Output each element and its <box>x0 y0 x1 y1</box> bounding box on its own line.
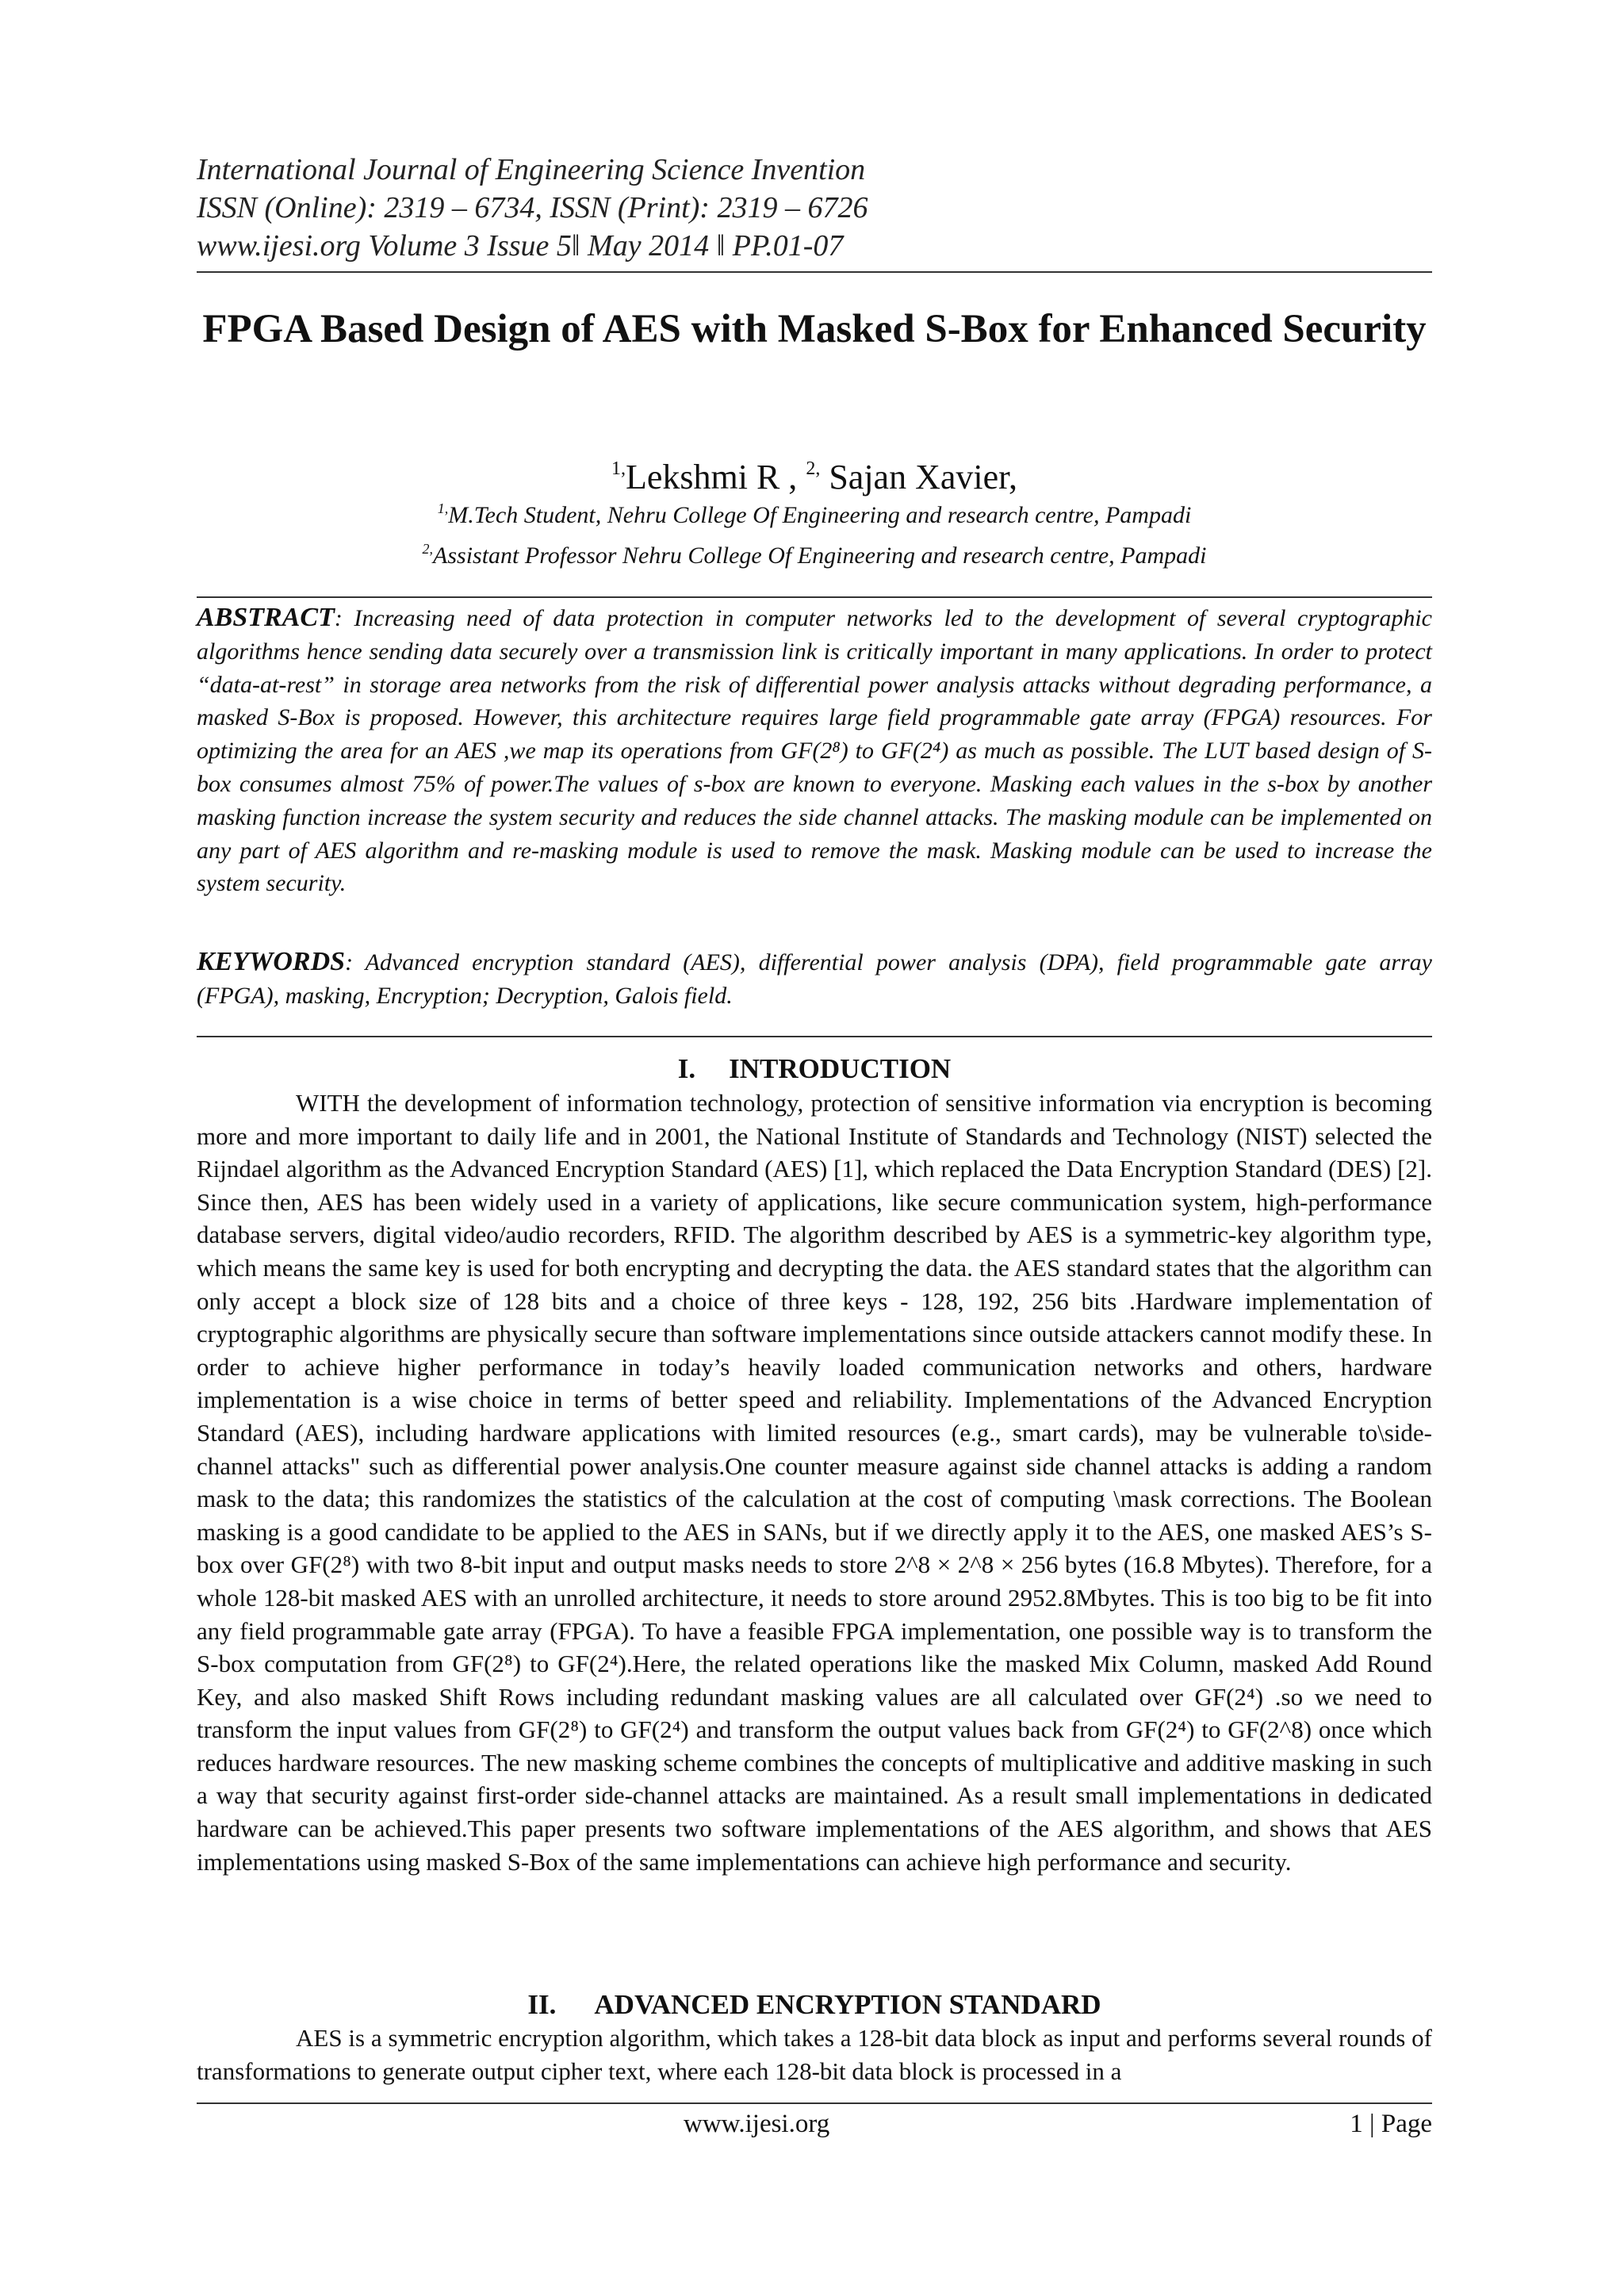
section-1-heading <box>197 1051 1432 1087</box>
affiliations <box>197 492 1432 573</box>
header-divider <box>197 271 1432 273</box>
journal-volume: www.ijesi.org Volume 3 Issue 5ǁ May 2014 ǁ PP.01-07 <box>197 229 844 263</box>
section-1-title: INTRODUCTION <box>729 1053 952 1084</box>
footer-divider <box>197 2102 1432 2104</box>
author-1-name: Lekshmi R , <box>625 458 798 496</box>
author-2-name: Sajan Xavier, <box>829 458 1018 496</box>
section-2-title: ADVANCED ENCRYPTION STANDARD <box>594 1989 1101 2020</box>
affiliation-2-text: Assistant Professor Nehru College Of Engineering and research centre, Pampadi <box>433 542 1207 569</box>
footer-url: www.ijesi.org <box>684 2110 830 2138</box>
introduction-paragraph: WITH the development of information technology, protection of sensitive information via encryption is becoming more and more important to daily life and in 2001, the National Institute of Standards and Technology (NIST) selected the Rijndael algorithm as the Advanced Encryption Standard (AES) [1], which replaced the Data Encryption Standard (DES) [2]. Since then, AES has been widely used in a variety of applications, like secure communication system, high-performance database servers, digital video/audio recorders, RFID. The algorithm described by AES is a symmetric-key algorithm type, which means the same key is used for both encrypting and decrypting the data. the AES standard states that the algorithm can only accept a block size of 128 bits and a choice of three keys - 128, 192, 256 bits .Hardware implementation of cryptographic algorithms are physically secure than software implementations since outside attackers cannot modify these. In order to achieve higher performance in today’s heavily loaded communication networks and others, hardware implementation is a wise choice in terms of better speed and reliability. Implementations of the Advanced Encryption Standard (AES), including hardware applications with limited resources (e.g., smart cards), may be vulnerable to\side-channel attacks" such as differential power analysis.One counter measure against side channel attacks is adding a random mask to the data; this randomizes the statistics of the calculation at the cost of computing \mask corrections. The Boolean masking is a good candidate to be applied to the AES in SANs, but if we directly apply it to the AES, one masked AES’s S-box over GF(2⁸) with two 8-bit input and output masks needs to store 2^8 × 2^8 × 256 bytes (16.8 Mbytes). Therefore, for a whole 128-bit masked AES with an unrolled architecture, it needs to store around 2952.8Mbytes. This is too big to be fit into any field programmable gate array (FPGA). To have a feasible FPGA implementation, one possible way is to transform the S-box computation from GF(2⁸) to GF(2⁴).Here, the related operations like the masked Mix Column, masked Add Round Key, and also masked Shift Rows including redundant masking values are all calculated over GF(2⁴) .so we need to transform the input values from GF(2⁸) to GF(2⁴) and transform the output values back from GF(2⁴) to GF(2^8) once which reduces hardware resources. The new masking scheme combines the concepts of multiplicative and additive masking in such a way that security against first-order side-channel attacks are maintained. As a result small implementations in dedicated hardware can be achieved.This paper presents two software implementations of the AES algorithm, and shows that AES implementations using masked S-Box of the same implementations can achieve high performance and security. <box>197 1089 1432 1876</box>
keywords-text: : Advanced encryption standard (AES), differential power analysis (DPA), field programmable gate array (FPGA), masking, Encryption; Decryption, Galois field. <box>197 949 1432 1009</box>
abstract-top-divider <box>197 596 1432 598</box>
affiliation-1-marker: 1, <box>437 500 449 516</box>
journal-header <box>197 151 1432 265</box>
journal-name: International Journal of Engineering Science Invention <box>197 153 866 186</box>
page-footer <box>197 2106 1432 2141</box>
affiliation-1 <box>197 492 1432 532</box>
page-number: 1 | Page <box>1350 2110 1432 2138</box>
journal-issn: ISSN (Online): 2319 – 6734, ISSN (Print): 2319 – 6726 <box>197 191 868 224</box>
keywords <box>197 945 1432 1013</box>
abstract-text: : Increasing need of data protection in computer networks led to the development of several cryptographic algorithms hence sending data securely over a transmission link is critically important in many applications. In order to protect “data-at-rest” in storage area networks from the risk of differential power analysis attacks without degrading performance, a masked S-Box is proposed. However, this architecture requires large field programmable gate array (FPGA) resources. For optimizing the area for an AES ,we map its operations from GF(2⁸) to GF(2⁴) as much as possible. The LUT based design of S-box consumes almost 75% of power.The values of s-box are known to everyone. Masking each values in the s-box by another masking function increase the system security and reduces the side channel attacks. The masking module can be implemented on any part of AES algorithm and re-masking module is used to remove the mask. Masking module can be used to increase the system security. <box>197 605 1432 897</box>
section-2-number: II. <box>527 1989 557 2020</box>
keywords-label: KEYWORDS <box>197 947 346 976</box>
abstract <box>197 601 1432 900</box>
section-1-number: I. <box>677 1053 696 1084</box>
aes-paragraph: AES is a symmetric encryption algorithm, which takes a 128-bit data block as input and performs several rounds of transformations to generate output cipher text, where each 128-bit data block is processed in a <box>197 2024 1432 2085</box>
abstract-label: ABSTRACT <box>197 603 335 632</box>
author-2-marker: 2, <box>806 458 821 479</box>
affiliation-1-text: M.Tech Student, Nehru College Of Engineering and research centre, Pampadi <box>448 502 1192 528</box>
author-1-marker: 1, <box>611 458 626 479</box>
section-2-heading <box>197 1987 1432 2023</box>
abstract-bottom-divider <box>197 1036 1432 1037</box>
affiliation-2 <box>197 532 1432 573</box>
paper-title: FPGA Based Design of AES with Masked S-Box for Enhanced Security <box>202 307 1427 351</box>
affiliation-2-marker: 2, <box>422 541 434 557</box>
